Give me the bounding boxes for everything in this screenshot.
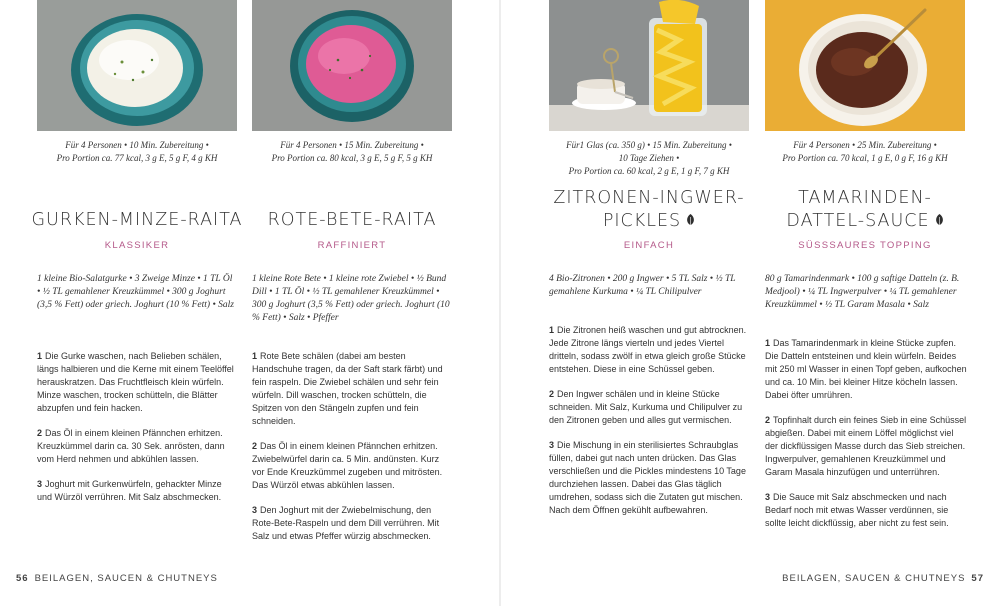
step-number: 2 xyxy=(765,415,771,425)
recipe-step xyxy=(37,350,239,415)
recipe-meta xyxy=(549,139,749,178)
recipe-ingredients: 1 kleine Bio-Salatgurke • 3 Zweige Minze • 1 TL Öl • ½ TL gemahlener Kreuzkümmel • 300 g Joghurt (3,5 % Fett) oder griech. Joghurt (10 % Fett) • Salz xyxy=(37,274,234,310)
pickle-jar-illustration xyxy=(549,0,749,131)
recipe-step xyxy=(252,440,454,492)
recipe-ingredients: 4 Bio-Zitronen • 200 g Ingwer • 5 TL Salz • ½ TL gemahlene Kurkuma • ¼ TL Chilipulver xyxy=(549,274,736,297)
leaf-icon xyxy=(935,214,944,227)
step-number: 2 xyxy=(549,389,555,399)
page-number: 56 xyxy=(16,573,29,584)
recipe-title-line-2 xyxy=(755,210,975,233)
recipe-step xyxy=(252,350,454,428)
recipe-photo-raita xyxy=(37,0,237,131)
step-number: 1 xyxy=(765,338,771,348)
recipe-steps xyxy=(37,350,239,516)
meta-servings-line: Für 4 Personen • 15 Min. Zubereitung • xyxy=(280,140,424,150)
recipe-title-line: TAMARINDEN- xyxy=(798,188,932,208)
step-text: Die Zitronen heiß waschen und gut abtrocknen. Jede Zitrone längs vierteln und jedes Viertel dritteln, sodass zwölf in etwa gleich große Stücke entstehen. Diese in eine Schüssel geben. xyxy=(549,325,747,374)
step-text: Die Gurke waschen, nach Belieben schälen, längs halbieren und die Kerne mit einem Teelöffel herauskratzen. Das Fruchtfleisch klein würfeln. Minze waschen, trocken schütteln, die Blätter abzupfen und fein hacken. xyxy=(37,351,234,413)
step-number: 3 xyxy=(765,492,771,502)
recipe-photo-pickles xyxy=(549,0,749,131)
recipe-subtitle: EINFACH xyxy=(623,240,675,251)
footer-left xyxy=(10,573,218,584)
recipe-title xyxy=(27,209,247,232)
step-number: 3 xyxy=(252,505,258,515)
step-number: 3 xyxy=(549,440,555,450)
recipe-step xyxy=(549,388,751,427)
step-number: 1 xyxy=(549,325,555,335)
meta-servings-line: Für1 Glas (ca. 350 g) • 15 Min. Zubereitung • xyxy=(566,140,732,150)
step-number: 1 xyxy=(37,351,43,361)
leaf-icon xyxy=(686,214,695,227)
recipe-title-line: ROTE-BETE-RAITA xyxy=(267,210,437,230)
recipe-step xyxy=(549,324,751,376)
step-text: Rote Bete schälen (dabei am besten Handschuhe tragen, da der Saft stark färbt) und fein raspeln. Die Zwiebel schälen und sehr fein würfeln. Dill waschen, trocken schütteln, die Spitzen von den Stängeln zupfen und fein schneiden. xyxy=(252,351,443,426)
recipe-title-line-2 xyxy=(539,210,759,233)
meta-time-line: 10 Tage Ziehen • xyxy=(618,153,680,163)
meta-nutrition-line: Pro Portion ca. 70 kcal, 1 g E, 0 g F, 16 g KH xyxy=(782,153,948,163)
recipe-step xyxy=(37,427,239,466)
recipe-meta xyxy=(252,139,452,165)
step-text: Das Öl in einem kleinen Pfännchen erhitzen. Zwiebelwürfel darin ca. 5 Min. andünsten. Kurz vor Ende Kreuzkümmel zugeben und mitrösten. Das Würzöl etwas abkühlen lassen. xyxy=(252,441,443,490)
recipe-title-line: ZITRONEN-INGWER- xyxy=(553,188,745,208)
step-text: Den Ingwer schälen und in kleine Stücke schneiden. Mit Salz, Kurkuma und Chilipulver zu den Zitronen geben und alles gut vermischen. xyxy=(549,389,743,425)
step-text: Topfinhalt durch ein feines Sieb in eine Schüssel abgießen. Dabei mit einem Löffel möglichst viel der dickflüssigen Masse durch das Sieb streichen. Ingwerpulver, gemahlenen Kreuzkümmel und Garam Masala hinzufügen und unterrühren. xyxy=(765,415,967,477)
recipe-steps xyxy=(549,324,751,529)
recipe-meta xyxy=(37,139,237,165)
recipe-step xyxy=(765,414,967,479)
footer-right xyxy=(782,573,990,584)
meta-nutrition-line: Pro Portion ca. 77 kcal, 3 g E, 5 g F, 4 g KH xyxy=(56,153,218,163)
recipe-steps xyxy=(765,337,967,542)
recipe-meta xyxy=(765,139,965,165)
running-section-title: BEILAGEN, SAUCEN & CHUTNEYS xyxy=(34,573,218,584)
step-text: Die Sauce mit Salz abschmecken und nach Bedarf noch mit etwas Wasser verdünnen, sie sollte leicht dickflüssig, aber nicht zu fest sein. xyxy=(765,492,949,528)
step-number: 1 xyxy=(252,351,258,361)
tamarind-sauce-bowl-illustration xyxy=(765,0,965,131)
recipe-subtitle: SÜSSSAURES TOPPING xyxy=(798,240,932,251)
running-section-title: BEILAGEN, SAUCEN & CHUTNEYS xyxy=(782,573,966,584)
step-number: 3 xyxy=(37,479,43,489)
meta-servings-line: Für 4 Personen • 25 Min. Zubereitung • xyxy=(793,140,937,150)
recipe-photo-tamarind-sauce xyxy=(765,0,965,131)
recipe-step xyxy=(252,504,454,543)
recipe-subtitle: RAFFINIERT xyxy=(317,240,387,251)
step-number: 2 xyxy=(252,441,258,451)
meta-nutrition-line: Pro Portion ca. 60 kcal, 2 g E, 1 g F, 7 g KH xyxy=(568,166,730,176)
recipe-title-line: GURKEN-MINZE-RAITA xyxy=(31,210,243,230)
recipe-title-text: DATTEL-SAUCE xyxy=(786,211,930,231)
step-number: 2 xyxy=(37,428,43,438)
step-text: Das Tamarindenmark in kleine Stücke zupfen. Die Datteln entsteinen und klein würfeln. Beides mit 250 ml Wasser in einen Topf geben, aufkochen und ca. 10 Min. bei kleiner Hitze köcheln lassen. Dabei öfter umrühren. xyxy=(765,338,967,400)
recipe-title xyxy=(539,187,759,233)
step-text: Das Öl in einem kleinen Pfännchen erhitzen. Kreuzkümmel darin ca. 30 Sek. anrösten, dann vom Herd nehmen und abkühlen lassen. xyxy=(37,428,225,464)
step-text: Den Joghurt mit der Zwiebelmischung, den Rote-Bete-Raspeln und dem Dill verrühren. Mit Salz und etwas Pfeffer würzig abschmecken. xyxy=(252,505,440,541)
step-text: Die Mischung in ein sterilisiertes Schraubglas füllen, dabei gut nach unten drücken. Das Glas verschließen und die Pickles mindestens 10 Tage durchziehen lassen. Dabei das Glas täglich umdrehen, sodass sich die Zutaten gut mischen. Nach dem Öffnen gekühlt aufbewahren. xyxy=(549,440,746,515)
recipe-ingredients: 80 g Tamarindenmark • 100 g saftige Datteln (z. B. Medjool) • ¼ TL Ingwerpulver • ¼ TL gemahlener Kreuzkümmel • ½ TL Garam Masala • Salz xyxy=(765,274,960,310)
book-gutter xyxy=(499,0,501,606)
recipe-photo-beet-raita xyxy=(252,0,452,131)
beet-raita-bowl-illustration xyxy=(252,0,452,131)
recipe-step xyxy=(549,439,751,517)
step-text: Joghurt mit Gurkenwürfeln, gehackter Minze und Würzöl verrühren. Mit Salz abschmecken. xyxy=(37,479,222,502)
meta-servings-line: Für 4 Personen • 10 Min. Zubereitung • xyxy=(65,140,209,150)
recipe-title xyxy=(242,209,462,232)
recipe-steps xyxy=(252,350,454,555)
meta-nutrition-line: Pro Portion ca. 80 kcal, 3 g E, 5 g F, 5 g KH xyxy=(271,153,433,163)
recipe-title xyxy=(755,187,975,233)
recipe-ingredients: 1 kleine Rote Bete • 1 kleine rote Zwiebel • ½ Bund Dill • 1 TL Öl • ½ TL gemahlener Kreuzkümmel • 300 g Joghurt (3,5 % Fett) oder griech. Joghurt (10 % Fett) • Salz • Pfeffer xyxy=(252,274,450,323)
recipe-subtitle: KLASSIKER xyxy=(104,240,170,251)
recipe-title-text: PICKLES xyxy=(602,211,682,231)
raita-bowl-illustration xyxy=(37,0,237,131)
recipe-step xyxy=(765,491,967,530)
recipe-step xyxy=(37,478,239,504)
page-number: 57 xyxy=(971,573,984,584)
recipe-step xyxy=(765,337,967,402)
